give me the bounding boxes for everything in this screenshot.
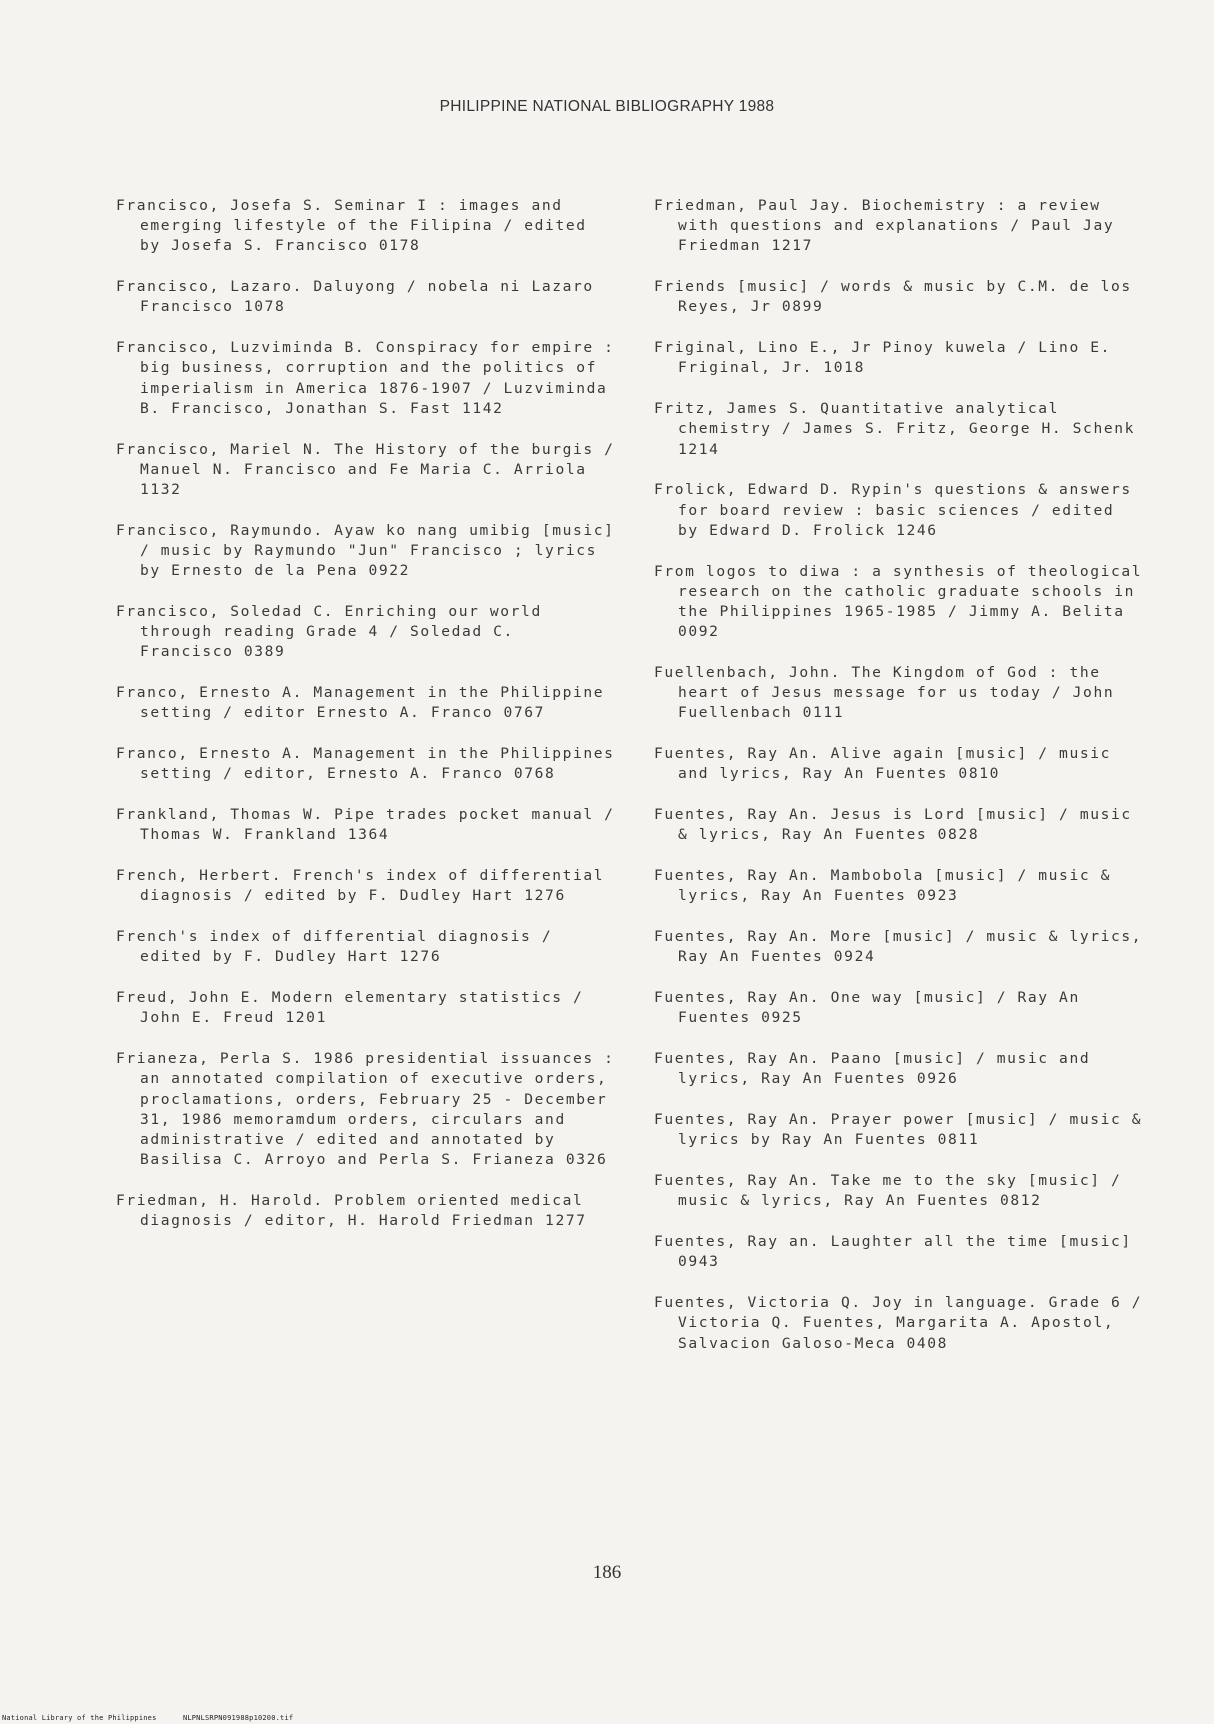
page-number: 186	[592, 1562, 622, 1583]
bibliography-entry: Fuentes, Ray an. Laughter all the time [music] 0943	[654, 1233, 1132, 1271]
bibliography-entry: Frankland, Thomas W. Pipe trades pocket manual / Thomas W. Frankland 1364	[116, 806, 615, 844]
bibliography-entry: Fuentes, Ray An. Mambobola [music] / music & lyrics, Ray An Fuentes 0923	[654, 867, 1111, 905]
page-header: PHILIPPINE NATIONAL BIBLIOGRAPHY 1988	[439, 98, 775, 115]
left-column	[116, 196, 616, 1252]
bibliography-entry: Franco, Ernesto A. Management in the Philippines setting / editor, Ernesto A. Franco 0768	[116, 745, 615, 783]
footer-filename: NLPNLSRPN091988p10200.tif	[182, 1714, 294, 1722]
bibliography-entry: Fuellenbach, John. The Kingdom of God : the heart of Jesus message for us today / John Fuellenbach 0111	[654, 664, 1115, 722]
bibliography-entry: Frolick, Edward D. Rypin's questions & answers for board review : basic sciences / edited by Edward D. Frolick 1246	[654, 481, 1132, 539]
bibliography-entry: French's index of differential diagnosis / edited by F. Dudley Hart 1276	[116, 928, 553, 966]
bibliography-entry: Friginal, Lino E., Jr Pinoy kuwela / Lino E. Friginal, Jr. 1018	[654, 339, 1111, 377]
bibliography-entry: Friedman, Paul Jay. Biochemistry : a review with questions and explanations / Paul Jay Friedman 1217	[654, 197, 1115, 255]
bibliography-entry: Francisco, Luzviminda B. Conspiracy for empire : big business, corruption and the politics of imperialism in America 1876-1907 / Luzviminda B. Francisco, Jonathan S. Fast 1142	[116, 339, 615, 417]
bibliography-entry: French, Herbert. French's index of differential diagnosis / edited by F. Dudley Hart 1276	[116, 867, 605, 905]
bibliography-entry: Fuentes, Ray An. Take me to the sky [music] / music & lyrics, Ray An Fuentes 0812	[654, 1172, 1122, 1210]
bibliography-entry: From logos to diwa : a synthesis of theological research on the catholic graduate schools in the Philippines 1965-1985 / Jimmy A. Belita 0092	[654, 562, 1143, 641]
bibliography-entry: Frianeza, Perla S. 1986 presidential issuances : an annotated compilation of executive orders, proclamations, orders, February 25 - December 31, 1986 memoramdum orders, circulars and administrative / edited and annotated by Basilisa C. Arroyo and Perla S. Frianeza 0326	[116, 1050, 615, 1169]
right-column	[654, 196, 1144, 1374]
bibliography-entry: Fuentes, Ray An. One way [music] / Ray An Fuentes 0925	[654, 989, 1080, 1027]
bibliography-entry: Fuentes, Ray An. Paano [music] / music and lyrics, Ray An Fuentes 0926	[654, 1050, 1091, 1088]
bibliography-entry: Friedman, H. Harold. Problem oriented medical diagnosis / editor, H. Harold Friedman 1277	[116, 1192, 587, 1230]
bibliography-entry: Francisco, Soledad C. Enriching our world through reading Grade 4 / Soledad C. Francisco 0389	[116, 603, 542, 661]
bibliography-entry: Fuentes, Ray An. Alive again [music] / music and lyrics, Ray An Fuentes 0810	[654, 745, 1111, 783]
bibliography-entry: Francisco, Josefa S. Seminar I : images and emerging lifestyle of the Filipina / edited by Josefa S. Francisco 0178	[116, 197, 587, 255]
bibliography-entry: Friends [music] / words & music by C.M. de los Reyes, Jr 0899	[654, 278, 1132, 316]
bibliography-entry: Freud, John E. Modern elementary statistics / John E. Freud 1201	[116, 989, 584, 1027]
bibliography-entry: Franco, Ernesto A. Management in the Philippine setting / editor Ernesto A. Franco 0767	[116, 684, 605, 722]
bibliography-entry: Francisco, Mariel N. The History of the burgis / Manuel N. Francisco and Fe Maria C. Arriola 1132	[116, 440, 615, 499]
bibliography-entry: Fuentes, Ray An. More [music] / music & lyrics, Ray An Fuentes 0924	[654, 928, 1143, 966]
bibliography-entry: Fuentes, Victoria Q. Joy in language. Grade 6 / Victoria Q. Fuentes, Margarita A. Apostol, Salvacion Galoso-Meca 0408	[654, 1294, 1143, 1352]
bibliography-entry: Fuentes, Ray An. Prayer power [music] / music & lyrics by Ray An Fuentes 0811	[654, 1111, 1143, 1149]
bibliography-entry: Fuentes, Ray An. Jesus is Lord [music] / music & lyrics, Ray An Fuentes 0828	[654, 806, 1132, 844]
bibliography-entry: Francisco, Raymundo. Ayaw ko nang umibig [music] / music by Raymundo "Jun" Francisco ; lyrics by Ernesto de la Pena 0922	[116, 521, 615, 580]
scan-footer	[2, 1714, 315, 1722]
footer-library: National Library of the Philippines	[2, 1714, 157, 1722]
bibliography-entry: Fritz, James S. Quantitative analytical chemistry / James S. Fritz, George H. Schenk 1214	[654, 400, 1135, 458]
bibliography-entry: Francisco, Lazaro. Daluyong / nobela ni Lazaro Francisco 1078	[116, 278, 594, 316]
